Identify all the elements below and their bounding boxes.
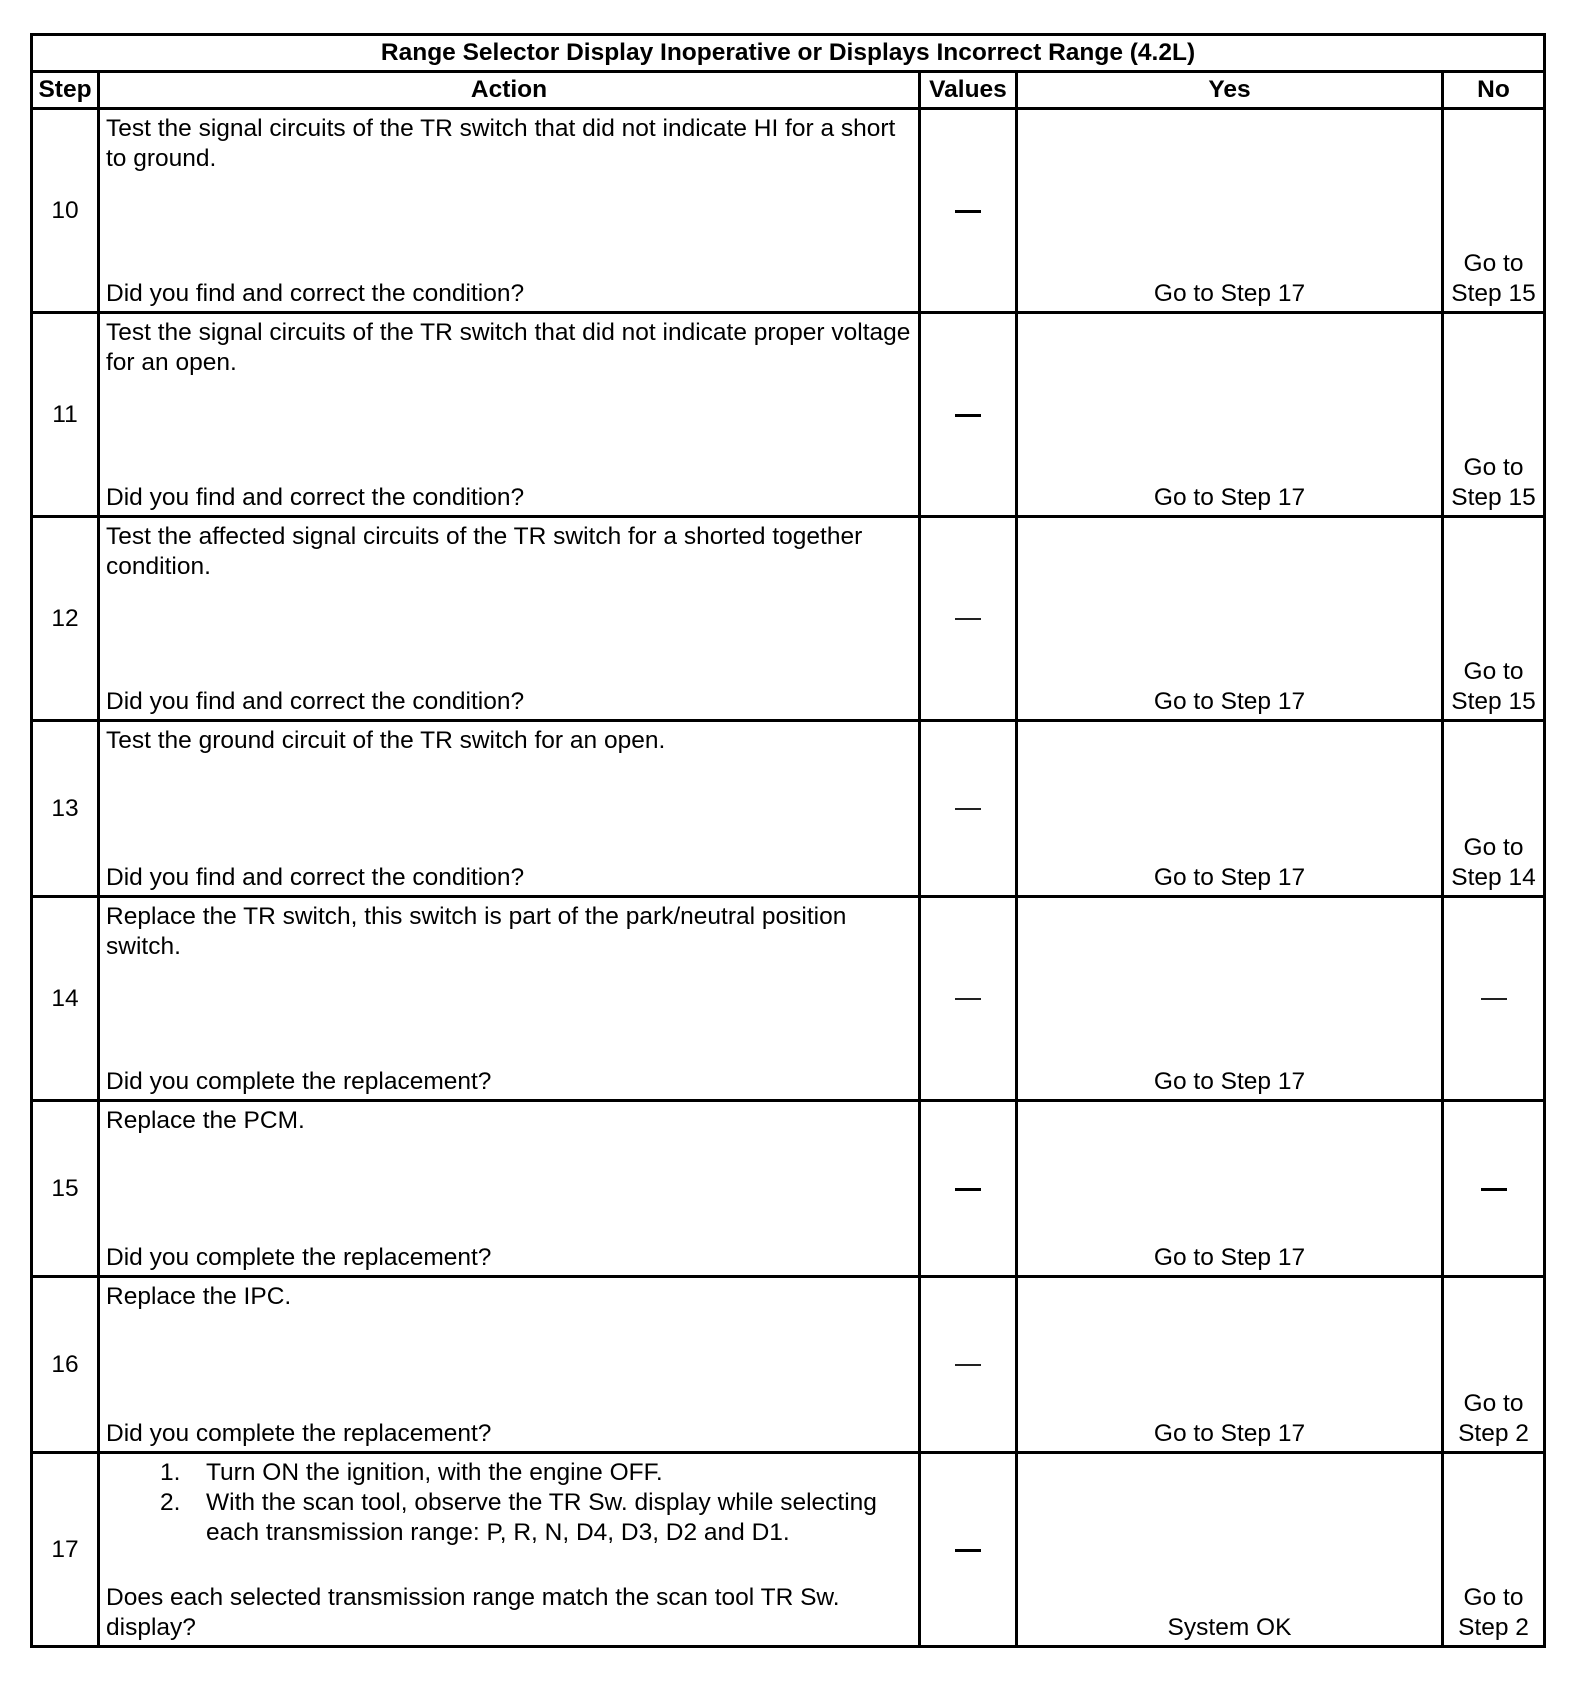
no-result xyxy=(1443,517,1545,721)
table-row xyxy=(32,1101,1545,1277)
values-cell xyxy=(920,313,1017,517)
table-row xyxy=(32,897,1545,1101)
action-question: Did you find and correct the condition? xyxy=(106,484,525,511)
no-result-line2: Step 15 xyxy=(1451,688,1536,715)
table-row xyxy=(32,721,1545,897)
step-number: 13 xyxy=(32,721,99,897)
diagnostic-table xyxy=(30,33,1546,1648)
header-yes: Yes xyxy=(1017,72,1443,109)
action-question: Does each selected transmission range match the scan tool TR Sw. display? xyxy=(106,1584,840,1641)
no-result xyxy=(1443,1101,1545,1277)
list-item xyxy=(106,1458,912,1488)
dash-mark xyxy=(955,998,981,1000)
no-result-line1: Go to xyxy=(1463,250,1524,277)
action-cell xyxy=(99,721,920,897)
dash-mark xyxy=(1481,1188,1507,1191)
table-row xyxy=(32,1277,1545,1453)
dash-mark xyxy=(955,210,981,213)
header-step: Step xyxy=(32,72,99,109)
table-row xyxy=(32,1453,1545,1647)
yes-result: Go to Step 17 xyxy=(1017,517,1443,721)
dash-mark xyxy=(955,1364,981,1366)
header-values: Values xyxy=(920,72,1017,109)
yes-result: Go to Step 17 xyxy=(1017,1101,1443,1277)
dash-mark xyxy=(955,1188,981,1191)
values-cell xyxy=(920,1277,1017,1453)
list-text: With the scan tool, observe the TR Sw. display while selecting each transmission range: P, R, N, D4, D3, D2 and D1. xyxy=(206,1489,877,1546)
title-row xyxy=(32,35,1545,72)
values-cell xyxy=(920,897,1017,1101)
dash-mark xyxy=(955,1549,981,1552)
no-result-line2: Step 15 xyxy=(1451,484,1536,511)
no-result xyxy=(1443,897,1545,1101)
yes-result: Go to Step 17 xyxy=(1017,1277,1443,1453)
header-row xyxy=(32,72,1545,109)
no-result xyxy=(1443,1277,1545,1453)
table-row xyxy=(32,517,1545,721)
no-result-line2: Step 15 xyxy=(1451,280,1536,307)
action-question: Did you find and correct the condition? xyxy=(106,688,525,715)
yes-result: Go to Step 17 xyxy=(1017,721,1443,897)
action-text: Test the ground circuit of the TR switch for an open. xyxy=(106,727,666,754)
header-no: No xyxy=(1443,72,1545,109)
no-result xyxy=(1443,721,1545,897)
action-cell xyxy=(99,1101,920,1277)
action-question: Did you find and correct the condition? xyxy=(106,280,525,307)
no-result-line1: Go to xyxy=(1463,1390,1524,1417)
values-cell xyxy=(920,721,1017,897)
values-cell xyxy=(920,1101,1017,1277)
table-title: Range Selector Display Inoperative or Displays Incorrect Range (4.2L) xyxy=(32,35,1545,72)
list-number: 2. xyxy=(160,1489,181,1516)
values-cell xyxy=(920,1453,1017,1647)
list-text: Turn ON the ignition, with the engine OFF. xyxy=(206,1459,663,1486)
no-result-line2: Step 2 xyxy=(1458,1614,1529,1641)
action-question: Did you complete the replacement? xyxy=(106,1244,492,1271)
step-number: 14 xyxy=(32,897,99,1101)
dash-mark xyxy=(955,808,981,810)
action-cell xyxy=(99,517,920,721)
values-cell xyxy=(920,109,1017,313)
values-cell xyxy=(920,517,1017,721)
step-number: 16 xyxy=(32,1277,99,1453)
step-number: 10 xyxy=(32,109,99,313)
step-number: 11 xyxy=(32,313,99,517)
no-result xyxy=(1443,1453,1545,1647)
header-action: Action xyxy=(99,72,920,109)
no-result-line1: Go to xyxy=(1463,658,1524,685)
action-cell xyxy=(99,313,920,517)
table-row xyxy=(32,109,1545,313)
step-number: 17 xyxy=(32,1453,99,1647)
step-number: 15 xyxy=(32,1101,99,1277)
yes-result: System OK xyxy=(1017,1453,1443,1647)
action-question: Did you complete the replacement? xyxy=(106,1420,492,1447)
no-result xyxy=(1443,109,1545,313)
action-text: Test the signal circuits of the TR switch that did not indicate proper voltage for an open. xyxy=(106,319,911,376)
action-cell xyxy=(99,109,920,313)
action-text: Replace the TR switch, this switch is part of the park/neutral position switch. xyxy=(106,903,847,960)
action-text: Test the affected signal circuits of the TR switch for a shorted together condition. xyxy=(106,523,863,580)
no-result-line1: Go to xyxy=(1463,454,1524,481)
action-text: Replace the PCM. xyxy=(106,1107,305,1134)
action-question: Did you complete the replacement? xyxy=(106,1068,492,1095)
yes-result: Go to Step 17 xyxy=(1017,313,1443,517)
action-cell xyxy=(99,1277,920,1453)
no-result xyxy=(1443,313,1545,517)
no-result-line2: Step 14 xyxy=(1451,864,1536,891)
dash-mark xyxy=(955,414,981,417)
step-number: 12 xyxy=(32,517,99,721)
table-row xyxy=(32,313,1545,517)
list-item xyxy=(106,1488,912,1548)
action-cell xyxy=(99,897,920,1101)
list-number: 1. xyxy=(160,1459,181,1486)
dash-mark xyxy=(955,618,981,620)
no-result-line2: Step 2 xyxy=(1458,1420,1529,1447)
no-result-line1: Go to xyxy=(1463,834,1524,861)
no-result-line1: Go to xyxy=(1463,1584,1524,1611)
yes-result: Go to Step 17 xyxy=(1017,897,1443,1101)
action-text: Test the signal circuits of the TR switch that did not indicate HI for a short to ground. xyxy=(106,115,896,172)
action-cell xyxy=(99,1453,920,1647)
action-question: Did you find and correct the condition? xyxy=(106,864,525,891)
yes-result: Go to Step 17 xyxy=(1017,109,1443,313)
action-text: Replace the IPC. xyxy=(106,1283,292,1310)
dash-mark xyxy=(1481,998,1507,1000)
